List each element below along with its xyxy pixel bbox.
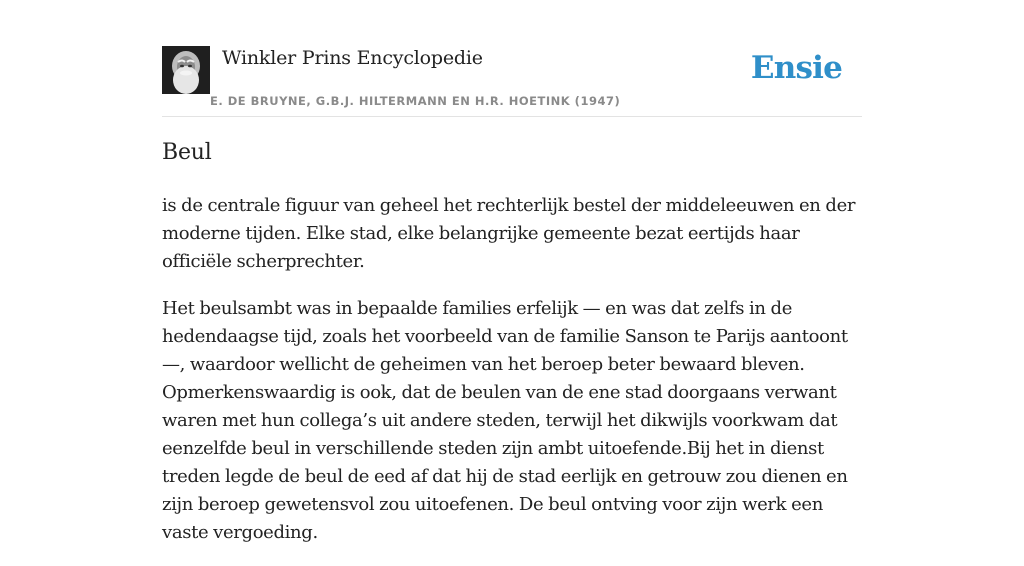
source-header [162,46,862,117]
article-paragraph: is de centrale figuur van geheel het rechterlijk bestel der middeleeuwen en der moderne tijden. Elke stad, elke belangrijke gemeente bezat eertijds haar officiële scherprechter. [162,195,856,272]
article-body [162,192,862,566]
brand-logo[interactable]: Ensie [750,50,842,86]
source-title[interactable]: Winkler Prins Encyclopedie [222,47,483,69]
article-paragraph: Het beulsambt was in bepaalde families erfelijk — en was dat zelfs in de hedendaagse tijd, zoals het voorbeeld van de familie Sanson te Parijs aantoont —, waardoor wellicht de geheimen van het beroep beter bewaard bleven. Opmerkenswaardig is ook, dat de beulen van de ene stad doorgaans verwant waren met hun collega’s uit andere steden, terwijl het dikwijls voorkwam dat eenzelfde beul in verschillende steden zijn ambt uitoefende.Bij het in dienst treden legde de beul de eed af dat hij de stad eerlijk en getrouw zou dienen en zijn beroep gewetensvol zou uitoefenen. De beul ontving voor zijn werk een vaste vergoeding. [162,298,848,543]
article-title: Beul [162,140,212,165]
source-authors: E. DE BRUYNE, G.B.J. HILTERMANN EN H.R. HOETINK (1947) [210,94,621,108]
bearded-man-portrait-icon [162,46,210,94]
author-avatar[interactable] [162,46,210,94]
